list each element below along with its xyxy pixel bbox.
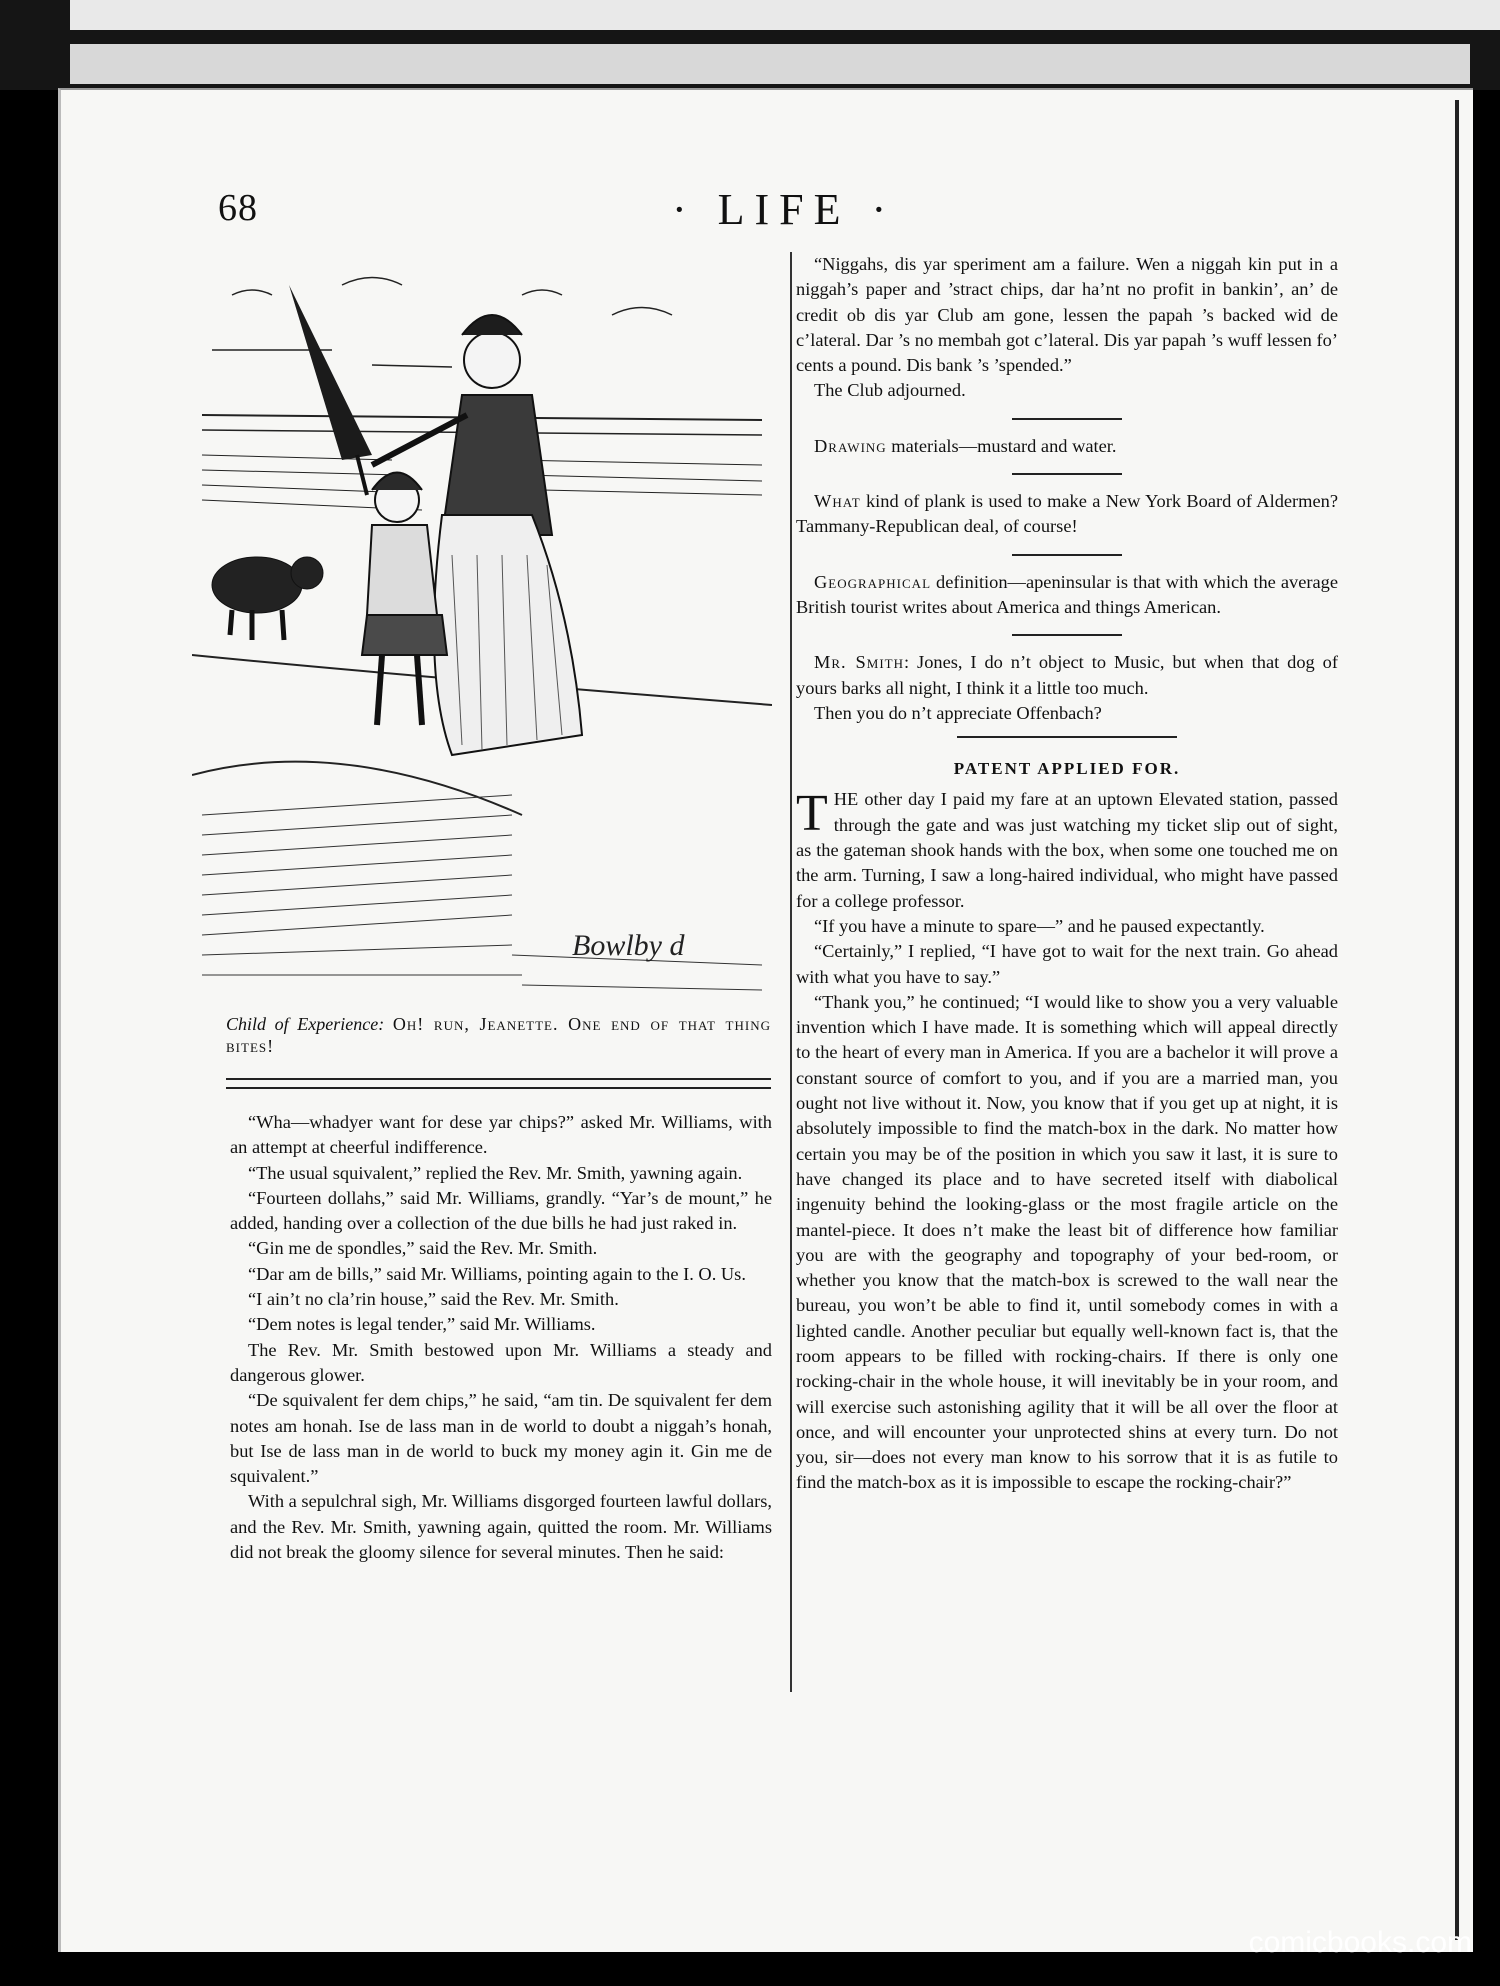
article-first-text: HE other day I paid my fare at an uptown Elevated station, passed through the gate and was just watching my ticket slip out of sight, as the gateman shook hands with the box, when some one touched me on the arm. Turning, I saw a long-haired individual, who might have passed for a college professor.: [796, 789, 1338, 911]
artist-signature: Bowlby d: [572, 929, 685, 962]
illustration-caption: [226, 1013, 771, 1057]
paragraph: “Thank you,” he continued; “I would like to show you a very valuable invention which I have made. It is something which will appeal directly to the heart of every man in America. If you are a bachelor it will prove a constant source of comfort to you, and if you are a married man, you ought not live without it. Now, you know that if you get up at night, it is absolutely impossible to find the match-box in the dark. No matter how certain you may be of the position in which you saw it last, it is sure to have changed its place and to have secreted itself with diabolical ingenuity behind the looking-glass or the most fragile article on the mantel-piece. It does n’t make the least bit of difference how familiar you are with the geography and topography of your bed-room, or whether you know that the match-box is screwed to the wall near the bureau, you won’t be able to find it, until somebody comes in with a lighted candle. Another peculiar but equally well-known fact is, that the room appears to be filled with rocking-chairs. If there is only one rocking-chair in the whole house, it will inevitably be in your room, and will exercise such astonishing agility that it will be all over the floor at once, and will encounter your unprotected shins at every turn. Do not you, sir—does not every man know to his sorrow that it is as futile to find the match-box as it is impossible to escape the rocking-chair?”: [796, 991, 1338, 1493]
left-column-text: [230, 1110, 772, 1565]
paragraph: With a sepulchral sigh, Mr. Williams disgorged fourteen lawful dollars, and the Rev. Mr. Smith, yawning again, quitted the room. Mr. Williams did not break the gloomy silence for several minutes. Then he said:: [230, 1491, 772, 1563]
squib-text: : Jones, I do n’t object to Music, but when that dog of yours barks all night, I think it a little too much.: [796, 652, 1338, 698]
squib: [796, 434, 1338, 459]
paragraph: The Rev. Mr. Smith bestowed upon Mr. Williams a steady and dangerous glower.: [230, 1339, 772, 1385]
engraving-illustration: [192, 255, 772, 1003]
short-rule: [1012, 554, 1122, 556]
paragraph: “Niggahs, dis yar speriment am a failure. Wen a niggah kin put in a niggah’s paper and ’stract chips, dar ha’nt no profit in bankin’, an’ de credit ob dis yar Club am gone, lessen the papah ’s backed wid de c’lateral. Dar ’s no membah got c’lateral. Dis yar papah ’s wuff lessen fo’ cents a pound. Dis bank ’s ’spended.”: [796, 254, 1338, 376]
short-rule: [1012, 418, 1122, 420]
masthead-title: · LIFE ·: [672, 185, 897, 234]
paragraph: “Fourteen dollahs,” said Mr. Williams, grandly. “Yar’s de mount,” he added, handing over a collection of the due bills he had just raked in.: [230, 1187, 772, 1234]
long-rule: [957, 736, 1177, 738]
site-watermark: comicbooks.com: [1248, 1926, 1472, 1959]
squib-lead: Drawing: [814, 435, 887, 456]
squib: [796, 650, 1338, 701]
article-title: PATENT APPLIED FOR.: [953, 759, 1181, 779]
paragraph: The Club adjourned.: [814, 380, 966, 401]
paragraph: “The usual squivalent,” replied the Rev. Mr. Smith, yawning again.: [248, 1162, 743, 1183]
page-gutter-edge: [1455, 100, 1459, 1940]
paragraph: “Certainly,” I replied, “I have got to wait for the next train. Go ahead with what you have to say.”: [796, 941, 1338, 987]
squib-followup: Then you do n’t appreciate Offenbach?: [814, 702, 1102, 723]
caption-text: Oh! run, Jeanette. One end of that thing bites!: [226, 1014, 771, 1056]
article-first-paragraph: [796, 787, 1338, 913]
short-rule: [1012, 473, 1122, 475]
squib-text: definition—apeninsular is that with which the average British tourist writes about America and things American.: [796, 571, 1338, 617]
paragraph: “I ain’t no cla’rin house,” said the Rev. Mr. Smith.: [248, 1289, 619, 1310]
right-column-text: [796, 252, 1338, 1496]
scan-background: [0, 0, 1500, 90]
squib-lead: Mr. Smith: [814, 652, 904, 673]
squib-text: kind of plank is used to make a New York Board of Aldermen? Tammany-Republican deal, of course!: [796, 491, 1338, 537]
paragraph: “Dem notes is legal tender,” said Mr. Williams.: [248, 1314, 596, 1335]
page-number: 68: [218, 187, 258, 229]
page-binding-shadow: [70, 44, 1470, 84]
squib-lead: Geographical: [814, 571, 932, 592]
paragraph: “De squivalent fer dem chips,” he said, “am tin. De squivalent fer dem notes am honah. Ise de lass man in de world to doubt a niggah’s honah, but Ise de lass man in de world to buck my money agin it. Gin me de squivalent.”: [230, 1390, 772, 1487]
column-divider: [790, 252, 792, 1692]
paragraph: “If you have a minute to spare—” and he paused expectantly.: [814, 915, 1265, 936]
previous-page-edge: [70, 0, 1500, 30]
short-rule: [1012, 634, 1122, 636]
squib-lead: What: [814, 491, 861, 512]
squib: [796, 570, 1338, 621]
drop-cap: T: [796, 785, 828, 843]
paragraph: “Dar am de bills,” said Mr. Williams, pointing again to the I. O. Us.: [248, 1263, 746, 1284]
section-double-rule: [226, 1078, 771, 1089]
squib-text: materials—mustard and water.: [886, 435, 1117, 456]
paragraph: “Wha—whadyer want for dese yar chips?” asked Mr. Williams, with an attempt at cheerful indifference.: [230, 1112, 772, 1158]
squib: [796, 489, 1338, 540]
caption-speaker: Child of Experience:: [226, 1014, 385, 1034]
paragraph: “Gin me de spondles,” said the Rev. Mr. Smith.: [248, 1238, 598, 1259]
